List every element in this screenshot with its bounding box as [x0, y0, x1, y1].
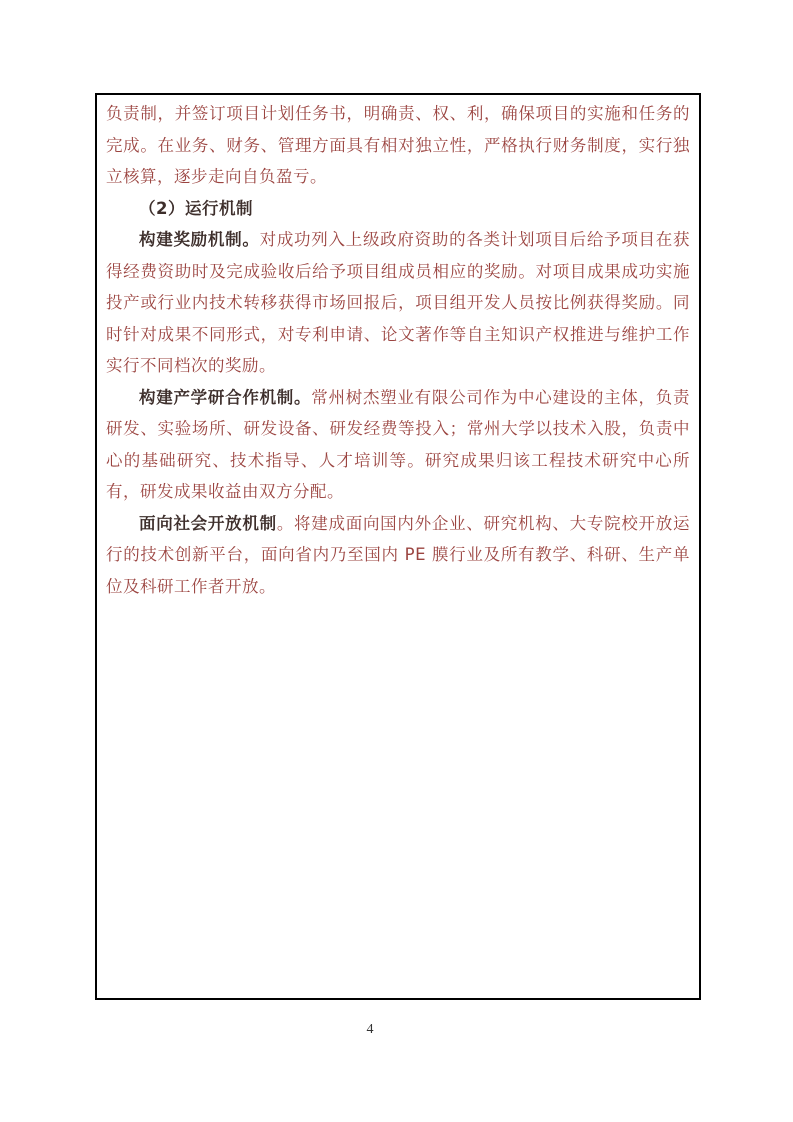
paragraph-lead: 面向社会开放机制 — [139, 513, 277, 533]
paragraph — [106, 382, 690, 508]
paragraph-text: 常州树杰塑业有限公司作为中心建设的主体，负责研发、实验场所、研发设备、研发经费等投入；常州大学以技术入股，负责中心的基础研究、技术指导、人才培训等。研究成果归该工程技术研究中心所有，研发成果收益由双方分配。 — [106, 387, 691, 501]
paragraph — [106, 98, 690, 193]
table-cell-border — [95, 93, 701, 1000]
paragraph — [106, 224, 690, 382]
paragraph-text: 。将建成面向国内外企业、研究机构、大专院校开放运行的技术创新平台，面向省内乃至国内 PE 膜行业及所有教学、科研、生产单位及科研工作者开放。 — [106, 513, 691, 596]
page-number: 4 — [366, 1022, 374, 1037]
paragraph-text: 对成功列入上级政府资助的各类计划项目后给予项目在获得经费资助时及完成验收后给予项目组成员相应的奖励。对项目成果成功实施投产或行业内技术转移获得市场回报后，项目组开发人员按比例获得奖励。同时针对成果不同形式，对专利申请、论文著作等自主知识产权推进与维护工作实行不同档次的奖励。 — [106, 230, 691, 375]
paragraph-lead: 构建产学研合作机制。 — [139, 387, 312, 407]
paragraph-lead: （2）运行机制 — [139, 198, 253, 218]
paragraph-text: 负责制，并签订项目计划任务书，明确责、权、利，确保项目的实施和任务的完成。在业务、财务、管理方面具有相对独立性，严格执行财务制度，实行独立核算，逐步走向自负盈亏。 — [106, 104, 690, 186]
paragraph — [106, 508, 690, 603]
paragraph-lead: 构建奖励机制。 — [139, 230, 260, 249]
paragraph-heading — [106, 193, 690, 225]
